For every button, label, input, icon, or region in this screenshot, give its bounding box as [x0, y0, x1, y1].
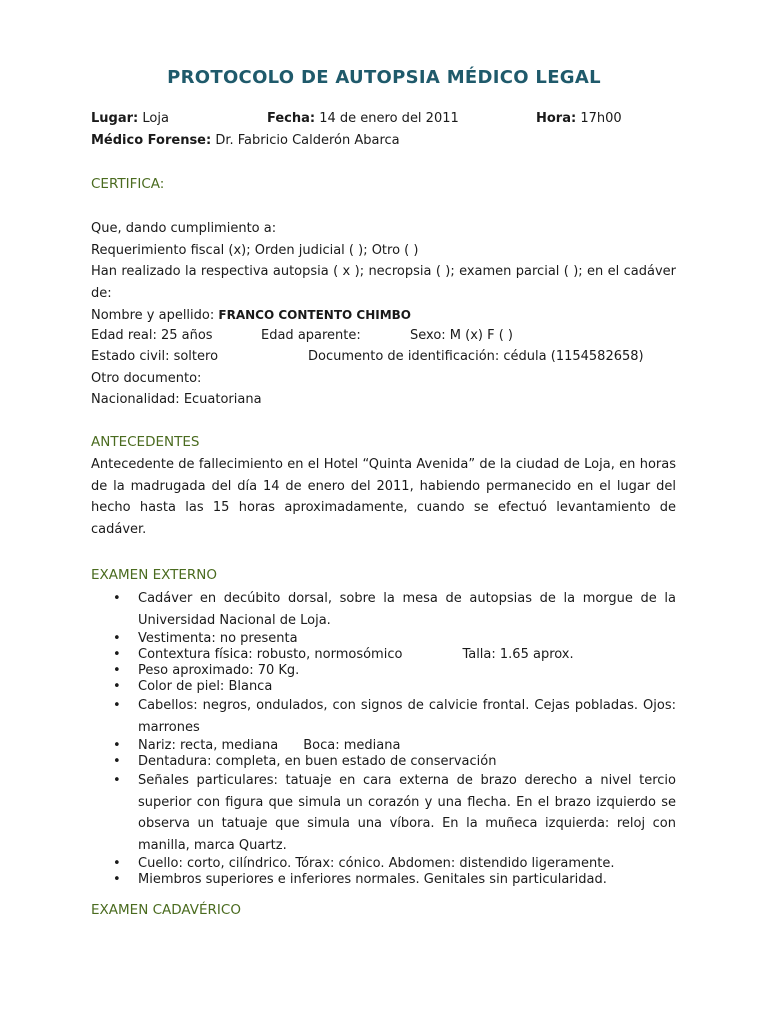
examen-externo-heading: EXAMEN EXTERNO [91, 567, 218, 583]
list-item: • Peso aproximado: 70 Kg. [91, 663, 676, 679]
medico-value: Dr. Fabricio Calderón Abarca [215, 133, 400, 148]
nombre-value: FRANCO CONTENTO CHIMBO [218, 308, 411, 322]
list-item: • Nariz: recta, mediana Boca: mediana [91, 738, 676, 754]
documento-identificacion: Documento de identificación: cédula (1154582658) [308, 349, 644, 364]
list-item: • Señales particulares: tatuaje en cara externa de brazo derecho a nivel tercio superior con figura que simula un corazón y una flecha. En el brazo izquierdo se observa un tatuaje que simula una víbora. En la muñeca izquierda: reloj con manilla, marca Quartz. [91, 770, 676, 856]
lugar-value: Loja [142, 111, 169, 126]
nombre-field [91, 307, 411, 324]
lugar-label: Lugar: [91, 111, 139, 126]
list-item: • Vestimenta: no presenta [91, 631, 676, 647]
medico-label: Médico Forense: [91, 133, 212, 148]
certifica-intro: Que, dando cumplimiento a: [91, 221, 277, 236]
edad-real: Edad real: 25 años [91, 328, 213, 343]
nombre-label: Nombre y apellido: [91, 308, 215, 323]
hora-value: 17h00 [580, 111, 622, 126]
antecedentes-text: Antecedente de fallecimiento en el Hotel “Quinta Avenida” de la ciudad de Loja, en horas de la madrugada del día 14 de enero del 2011, habiendo permanecido en el lugar del hecho hasta las 15 horas aproximadamente, cuando se efectuó levantamiento de cadáver. [91, 457, 676, 537]
sexo-field: Sexo: M (x) F ( ) [410, 328, 513, 343]
list-item: • Dentadura: completa, en buen estado de conservación [91, 754, 676, 770]
antecedentes-heading: ANTECEDENTES [91, 434, 200, 450]
fecha-value: 14 de enero del 2011 [319, 111, 459, 126]
fecha-label: Fecha: [267, 111, 316, 126]
examen-cadaverico-heading: EXAMEN CADAVÉRICO [91, 902, 241, 918]
medico-field [91, 133, 400, 149]
requerimiento-line: Requerimiento fiscal (x); Orden judicial ( ); Otro ( ) [91, 243, 419, 258]
list-item: • Cabellos: negros, ondulados, con signos de calvicie frontal. Cejas pobladas. Ojos: marrones [91, 695, 676, 738]
list-item: • Cadáver en decúbito dorsal, sobre la mesa de autopsias de la morgue de la Universidad Nacional de Loja. [91, 588, 676, 631]
boca-value: Boca: mediana [303, 738, 401, 753]
autopsia-line: Han realizado la respectiva autopsia ( x ); necropsia ( ); examen parcial ( ); en el cadáver de: [91, 264, 676, 301]
document-title: PROTOCOLO DE AUTOPSIA MÉDICO LEGAL [167, 67, 601, 88]
otro-documento: Otro documento: [91, 371, 202, 386]
hora-label: Hora: [536, 111, 577, 126]
list-item: • Color de piel: Blanca [91, 679, 676, 695]
examen-externo-list [91, 588, 676, 888]
list-item: • Contextura física: robusto, normosómico Talla: 1.65 aprox. [91, 647, 676, 663]
talla-value: Talla: 1.65 aprox. [462, 647, 574, 662]
hora-field [536, 111, 622, 127]
edad-aparente: Edad aparente: [261, 328, 361, 343]
list-item: • Cuello: corto, cilíndrico. Tórax: cónico. Abdomen: distendido ligeramente. [91, 856, 676, 872]
certifica-heading: CERTIFICA: [91, 176, 165, 192]
estado-civil: Estado civil: soltero [91, 349, 219, 364]
nacionalidad: Nacionalidad: Ecuatoriana [91, 392, 262, 407]
lugar-field [91, 111, 169, 127]
fecha-field [267, 111, 459, 127]
list-item: • Miembros superiores e inferiores normales. Genitales sin particularidad. [91, 872, 676, 888]
